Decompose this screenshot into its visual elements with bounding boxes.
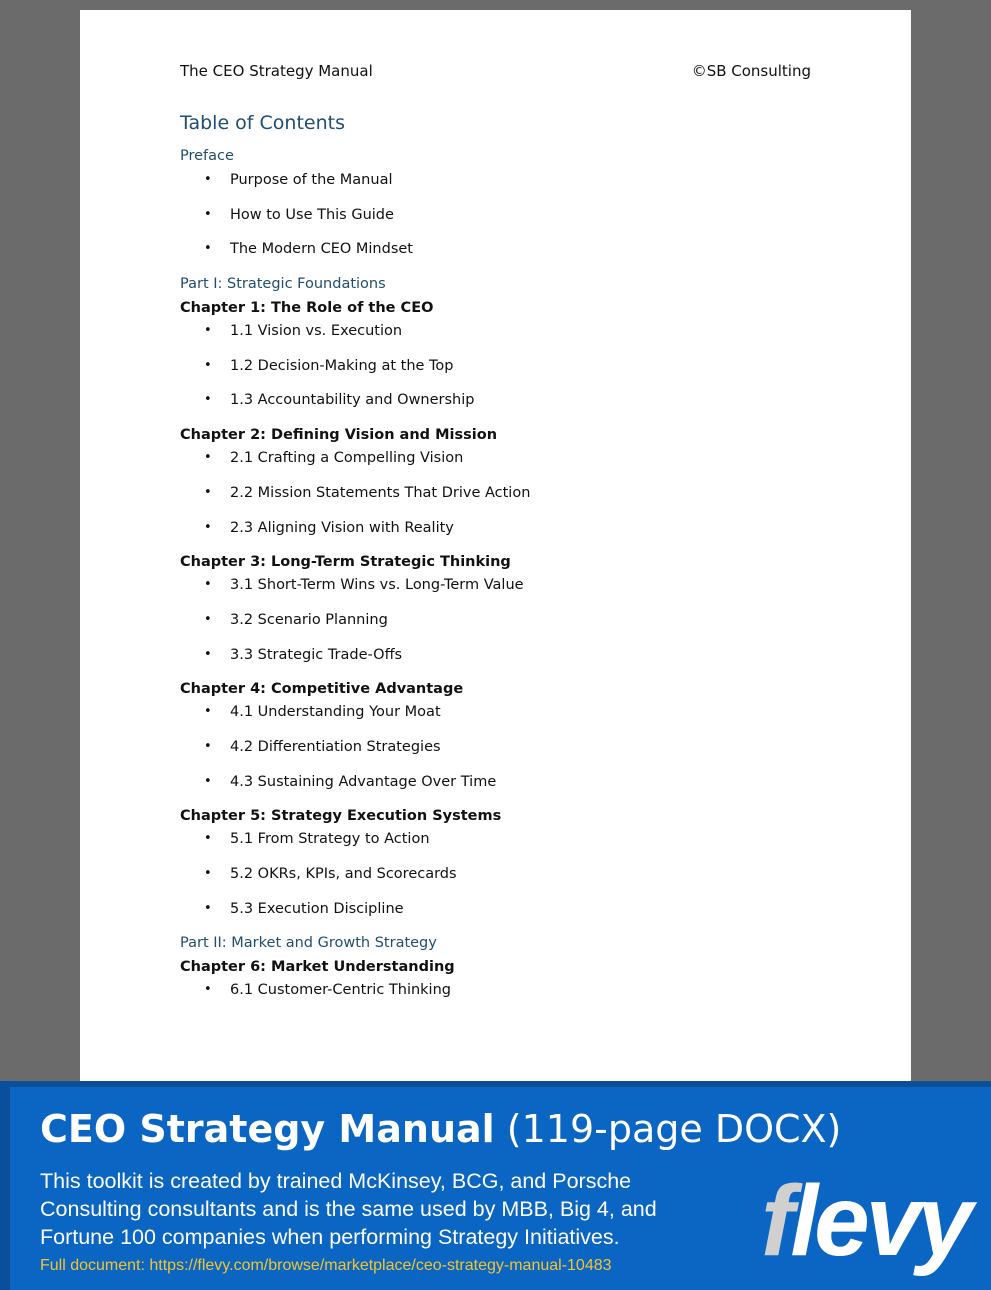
- toc-list-item[interactable]: • Purpose of the Manual: [180, 171, 820, 189]
- toc-item-list: [180, 830, 820, 917]
- header-copyright: ©SB Consulting: [691, 62, 811, 80]
- toc-list-item[interactable]: • 3.1 Short-Term Wins vs. Long-Term Value: [180, 576, 820, 594]
- toc-list-item[interactable]: • 5.3 Execution Discipline: [180, 900, 820, 918]
- toc-chapter-heading[interactable]: Chapter 4: Competitive Advantage: [180, 681, 464, 698]
- banner-title-sub: (119-page DOCX): [506, 1107, 842, 1151]
- toc-list-item[interactable]: • 2.1 Crafting a Compelling Vision: [180, 449, 820, 467]
- toc-item-list: [180, 449, 820, 536]
- flevy-logo[interactable]: [761, 1165, 969, 1277]
- document-header: [180, 62, 811, 80]
- toc-list-item[interactable]: • 2.2 Mission Statements That Drive Action: [180, 484, 820, 502]
- banner-left-edge: [0, 1081, 10, 1290]
- toc-list-item[interactable]: • 4.1 Understanding Your Moat: [180, 703, 820, 721]
- toc-part-heading[interactable]: Part I: Strategic Foundations: [180, 276, 386, 293]
- toc-part-heading[interactable]: Part II: Market and Growth Strategy: [180, 935, 437, 952]
- toc-list-item[interactable]: • 4.3 Sustaining Advantage Over Time: [180, 773, 820, 791]
- banner-top-strip: [0, 1081, 991, 1087]
- toc-item-list: [180, 171, 820, 258]
- toc-item-list: [180, 703, 820, 790]
- toc-title: Table of Contents: [180, 112, 345, 134]
- toc-chapter-heading[interactable]: Chapter 3: Long-Term Strategic Thinking: [180, 554, 511, 571]
- toc-list-item[interactable]: • 2.3 Aligning Vision with Reality: [180, 519, 820, 537]
- document-page: [80, 10, 911, 1110]
- table-of-contents: [180, 112, 820, 1016]
- toc-list-item[interactable]: • 3.2 Scenario Planning: [180, 611, 820, 629]
- toc-list-item[interactable]: • 5.1 From Strategy to Action: [180, 830, 820, 848]
- banner-document-link[interactable]: Full document: https://flevy.com/browse/marketplace/ceo-strategy-manual-10483: [40, 1257, 612, 1274]
- toc-chapter-heading[interactable]: Chapter 5: Strategy Execution Systems: [180, 808, 502, 825]
- toc-item-list: [180, 981, 820, 999]
- header-title: The CEO Strategy Manual: [180, 62, 373, 80]
- banner-title: [40, 1107, 841, 1151]
- toc-list-item[interactable]: • 4.2 Differentiation Strategies: [180, 738, 820, 756]
- toc-list-item[interactable]: • How to Use This Guide: [180, 206, 820, 224]
- banner-description: This toolkit is created by trained McKinsey, BCG, and Porsche Consulting consultants and is the same used by MBB, Big 4, and Fortune 100 companies when performing Strategy Initiatives.: [40, 1169, 657, 1249]
- banner-title-main: CEO Strategy Manual: [40, 1107, 495, 1151]
- toc-list-item[interactable]: • 3.3 Strategic Trade-Offs: [180, 646, 820, 664]
- toc-list-item[interactable]: • The Modern CEO Mindset: [180, 240, 820, 258]
- toc-body: [180, 147, 820, 999]
- toc-list-item[interactable]: • 1.2 Decision-Making at the Top: [180, 357, 820, 375]
- logo-letters-rest: levy: [790, 1165, 969, 1277]
- toc-list-item[interactable]: • 6.1 Customer-Centric Thinking: [180, 981, 820, 999]
- toc-list-item[interactable]: • 1.3 Accountability and Ownership: [180, 391, 820, 409]
- toc-item-list: [180, 322, 820, 409]
- toc-item-list: [180, 576, 820, 663]
- promo-banner: [0, 1081, 991, 1290]
- toc-list-item[interactable]: • 1.1 Vision vs. Execution: [180, 322, 820, 340]
- toc-part-heading[interactable]: Preface: [180, 148, 234, 164]
- logo-letter-f: f: [761, 1165, 791, 1277]
- toc-chapter-heading[interactable]: Chapter 6: Market Understanding: [180, 959, 455, 976]
- toc-chapter-heading[interactable]: Chapter 1: The Role of the CEO: [180, 300, 434, 317]
- toc-chapter-heading[interactable]: Chapter 2: Defining Vision and Mission: [180, 427, 498, 444]
- toc-list-item[interactable]: • 5.2 OKRs, KPIs, and Scorecards: [180, 865, 820, 883]
